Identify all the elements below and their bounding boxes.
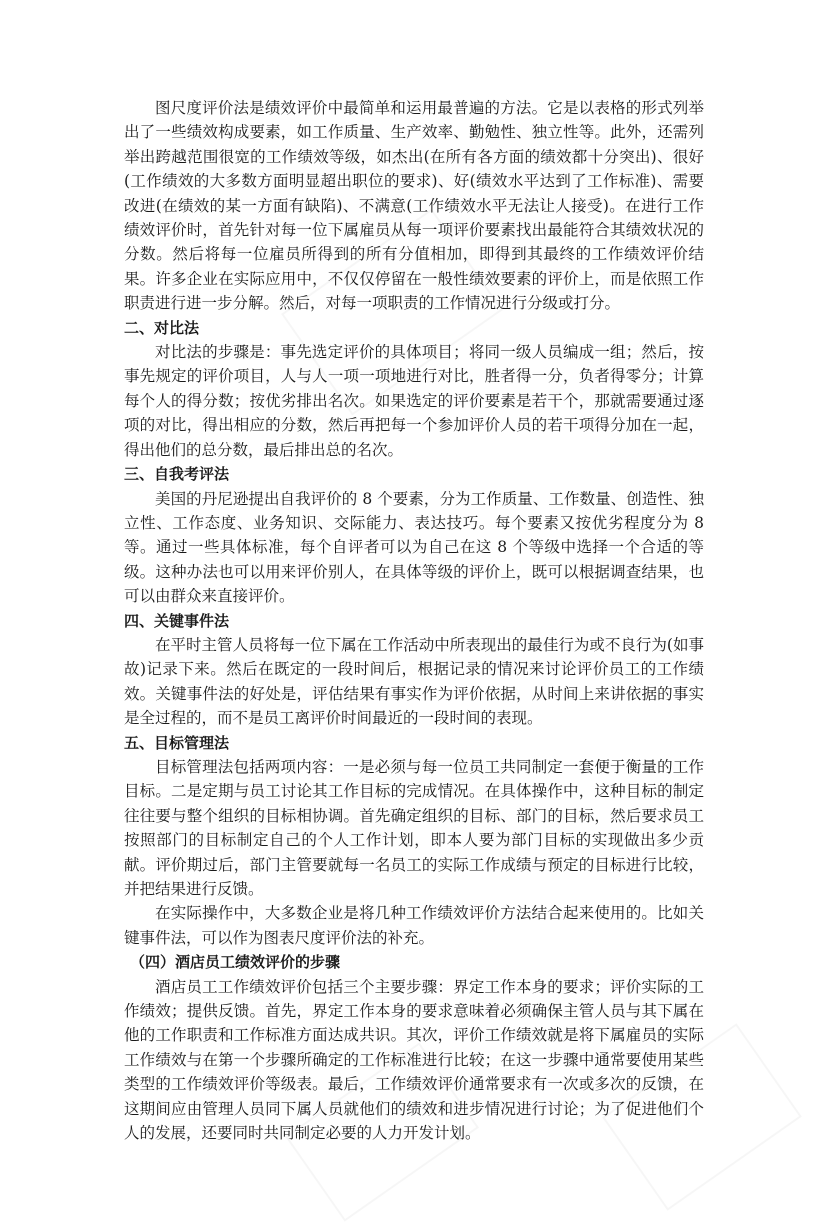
- section-heading-critical-incident: 四、关键事件法: [124, 611, 230, 630]
- comparison-paragraph: 对比法的步骤是：事先选定评价的具体项目；将同一级人员编成一组；然后，按事先规定的评价项目，人与人一项一项地进行对比，胜者得一分，负者得零分；计算每个人的得分数；按优劣排出名次。如果选定的评价要素是若干个，那就需要通过逐项的对比，得出相应的分数，然后再把每一个参加评价人员的若干项得分加在一起，得出他们的总分数，最后排出总的名次。: [124, 343, 704, 459]
- section-heading-self-assessment: 三、自我考评法: [124, 465, 230, 484]
- section-heading-mbo: 五、目标管理法: [124, 733, 230, 752]
- intro-paragraph: 图尺度评价法是绩效评价中最简单和运用最普遍的方法。它是以表格的形式列举出了一些绩效构成要素，如工作质量、生产效率、勤勉性、独立性等。此外，还需列举出跨越范围很宽的工作绩效等级，如杰出(在所有各方面的绩效都十分突出)、很好(工作绩效的大多数方面明显超出职位的要求)、好(绩效水平达到了工作标准)、需要改进(在绩效的某一方面有缺陷)、不满意(工作绩效水平无法让人接受)。在进行工作绩效评价时，首先针对每一位下属雇员从每一项评价要素找出最能符合其绩效状况的分数。然后将每一位雇员所得到的所有分值相加，即得到其最终的工作绩效评价结果。许多企业在实际应用中，不仅仅停留在一般性绩效要素的评价上，而是依照工作职责进行进一步分解。然后，对每一项职责的工作情况进行分级或打分。: [124, 99, 704, 313]
- practice-paragraph: 在实际操作中，大多数企业是将几种工作绩效评价方法结合起来使用的。比如关键事件法，可以作为图表尺度评价法的补充。: [124, 904, 704, 947]
- self-assessment-paragraph: 美国的丹尼逊提出自我评价的 8 个要素，分为工作质量、工作数量、创造性、独立性、工作态度、业务知识、交际能力、表达技巧。每个要素又按优劣程度分为 8 等。通过一些具体标准，每个自评者可以为自己在这 8 个等级中选择一个合适的等级。这种办法也可以用来评价别人，在具体等级的评价上，既可以根据调查结果，也可以由群众来直接评价。: [124, 489, 704, 606]
- critical-incident-paragraph: 在平时主管人员将每一位下属在工作活动中所表现出的最佳行为或不良行为(如事故)记录下来。然后在既定的一段时间后，根据记录的情况来讨论评价员工的工作绩效。关键事件法的好处是，评估结果有事实作为评价依据，从时间上来讲依据的事实是全过程的，而不是员工离评价时间最近的一段时间的表现。: [124, 635, 704, 728]
- document-body: [124, 96, 704, 1145]
- section-heading-evaluation-steps: （四）酒店员工绩效评价的步骤: [130, 953, 341, 972]
- evaluation-steps-paragraph: 酒店员工工作绩效评价包括三个主要步骤：界定工作本身的要求；评价实际的工作绩效；提供反馈。首先，界定工作本身的要求意味着必须确保主管人员与其下属在他的工作职责和工作标准方面达成共识。其次，评价工作绩效就是将下属雇员的实际工作绩效与在第一个步骤所确定的工作标准进行比较；在这一步骤中通常要使用某些类型的工作绩效评价等级表。最后，工作绩效评价通常要求有一次或多次的反馈，在这期间应由管理人员同下属人员就他们的绩效和进步情况进行讨论；为了促进他们个人的发展，还要同时共同制定必要的人力开发计划。: [124, 977, 704, 1143]
- mbo-paragraph: 目标管理法包括两项内容：一是必须与每一位员工共同制定一套便于衡量的工作目标。二是定期与员工讨论其工作目标的完成情况。在具体操作中，这种目标的制定往往要与整个组织的目标相协调。首先确定组织的目标、部门的目标，然后要求员工按照部门的目标制定自己的个人工作计划，即本人要为部门目标的实现做出多少贡献。评价期过后，部门主管要就每一名员工的实际工作成绩与预定的目标进行比较，并把结果进行反馈。: [124, 757, 704, 898]
- section-heading-comparison: 二、对比法: [124, 318, 200, 337]
